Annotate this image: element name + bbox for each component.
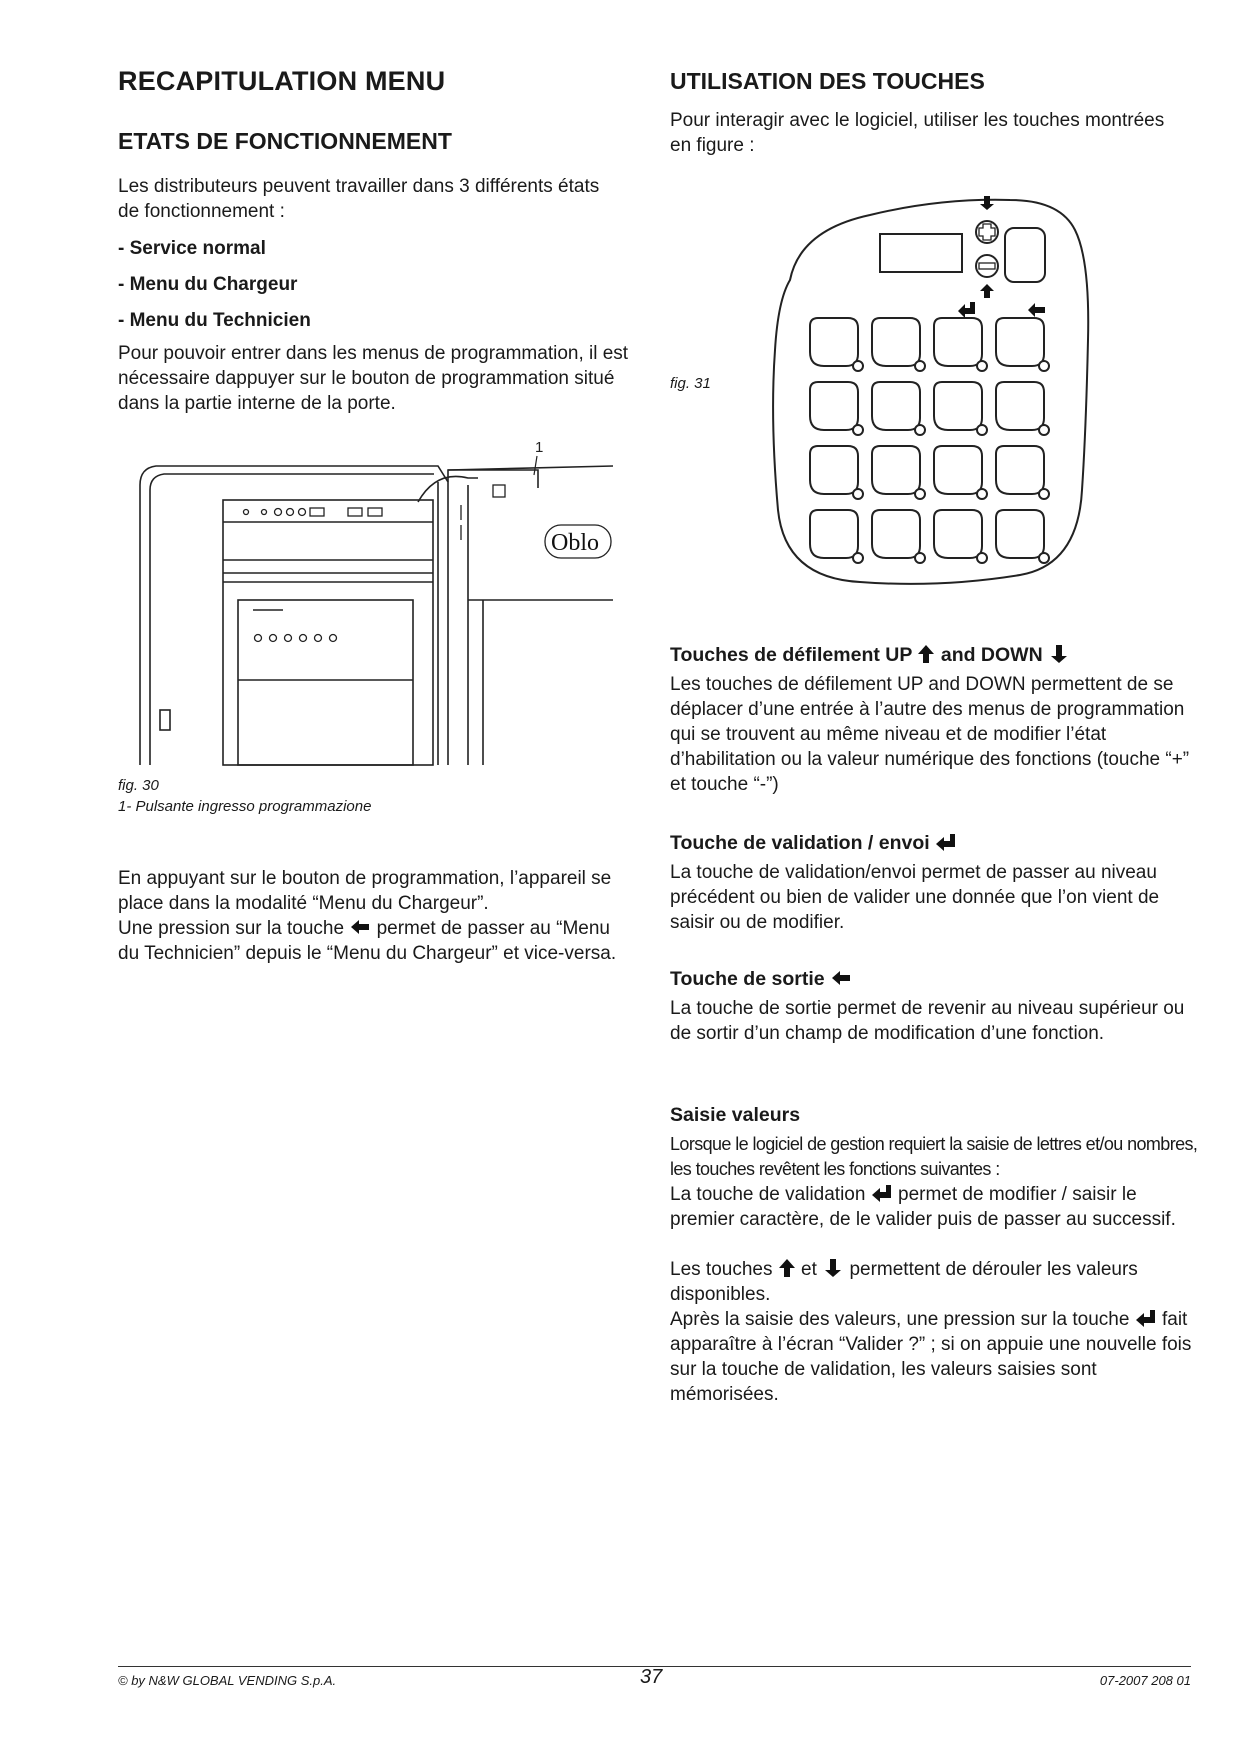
state-menu-chargeur: - Menu du Chargeur	[118, 274, 298, 295]
keypad-key-led	[853, 553, 863, 563]
fig31-caption: fig. 31	[670, 375, 711, 392]
keypad-key-led	[977, 489, 987, 499]
exit-key-heading: Touche de sortie	[670, 968, 852, 991]
keypad-key-led	[1039, 361, 1049, 371]
keypad-key-led	[915, 425, 925, 435]
keypad-key	[872, 382, 920, 430]
exit-key-text: La touche de sortie permet de revenir au niveau supérieur ou de sortir d’un champ de modification d’une fonction.	[670, 998, 1185, 1044]
input-scroll-text: Les touches et permettent de dérouler les valeurs disponibles.	[670, 1259, 1138, 1305]
states-intro: Les distributeurs peuvent travailler dans 3 différents états de fonctionnement :	[118, 176, 600, 222]
fig30-machine-drawing	[118, 430, 618, 770]
keypad-key-led	[1039, 425, 1049, 435]
keypad-key	[934, 446, 982, 494]
keypad-key	[996, 318, 1044, 366]
arrow-up-icon	[778, 1258, 796, 1278]
keypad-key	[934, 510, 982, 558]
keypad-key	[996, 446, 1044, 494]
enter-icon	[1135, 1308, 1157, 1328]
keypad-key-led	[853, 489, 863, 499]
scroll-keys-text: Les touches de défilement UP and DOWN permettent de se déplacer d’une entrée à l’autre des menus de programmation qui se trouvent au même niveau et de modifier l’état d’habilitation ou la valeur numérique des fonctions (touche “+” et touche “-”)	[670, 674, 1190, 795]
keypad-key	[872, 446, 920, 494]
technician-switch-text: Une pression sur la touche permet de passer au “Menu du Technicien” depuis le “Menu du Chargeur” et vice-versa.	[118, 918, 617, 964]
keypad-key	[872, 510, 920, 558]
keypad-key	[810, 446, 858, 494]
keypad-key	[996, 510, 1044, 558]
fig30-legend: 1- Pulsante ingresso programmazione	[118, 798, 372, 815]
validation-key-heading: Touche de validation / envoi	[670, 832, 957, 855]
enter-icon	[871, 1183, 893, 1203]
back-arrow-icon	[349, 917, 371, 937]
keypad-key-led	[853, 361, 863, 371]
keypad-key-led	[977, 553, 987, 563]
fig31-keypad-drawing	[760, 190, 1100, 590]
keypad-key	[810, 382, 858, 430]
keypad-key-led	[915, 553, 925, 563]
keypad-key-led	[915, 361, 925, 371]
programming-text: Pour pouvoir entrer dans les menus de programmation, il est nécessaire dappuyer sur le bouton de programmation situé dans la partie interne de la porte.	[118, 343, 629, 414]
fig30-caption: fig. 30	[118, 777, 159, 794]
section-title-keys: UTILISATION DES TOUCHES	[670, 68, 985, 94]
footer-doc-code: 07-2007 208 01	[1099, 1673, 1191, 1688]
keypad-key-led	[915, 489, 925, 499]
arrow-down-icon	[1048, 644, 1070, 664]
keypad-key-led	[977, 425, 987, 435]
keys-intro: Pour interagir avec le logiciel, utiliser les touches montrées en figure :	[670, 110, 1165, 156]
keypad-key	[996, 382, 1044, 430]
keypad-key	[934, 318, 982, 366]
input-confirm-text: Après la saisie des valeurs, une pression sur la touche fait apparaître à l’écran “Valider ?” ; si on appuie une nouvelle fois sur la touche de validation, les valeurs saisies sont mémorisées.	[670, 1309, 1192, 1405]
keypad-key-led	[853, 425, 863, 435]
state-service-normal: - Service normal	[118, 238, 266, 259]
page-title: RECAPITULATION MENU	[118, 66, 446, 96]
input-values-intro: Lorsque le logiciel de gestion requiert la saisie de lettres et/ou nombres, les touches revêtent les fonctions suivantes :	[670, 1134, 1198, 1179]
footer-copyright: © by N&W GLOBAL VENDING S.p.A.	[118, 1673, 337, 1688]
oblo-logo: Oblo	[551, 530, 599, 556]
section-title-states: ETATS DE FONCTIONNEMENT	[118, 128, 452, 154]
enter-icon	[935, 832, 957, 852]
keypad-key	[934, 382, 982, 430]
state-menu-technicien: - Menu du Technicien	[118, 310, 311, 331]
plus-icon	[976, 221, 998, 243]
keypad-key	[810, 318, 858, 366]
arrow-up-icon	[917, 644, 935, 664]
page-number: 37	[640, 1666, 663, 1688]
validation-key-text: La touche de validation/envoi permet de passer au niveau précédent ou bien de valider une donnée que l’on vient de saisir ou de modifier.	[670, 862, 1160, 933]
programming-mode-text: En appuyant sur le bouton de programmation, l’appareil se place dans la modalité “Menu du Chargeur”.	[118, 868, 612, 914]
keypad-key	[810, 510, 858, 558]
keypad-key-led	[977, 361, 987, 371]
minus-icon	[976, 255, 998, 277]
keypad-key-led	[1039, 553, 1049, 563]
keypad-key	[872, 318, 920, 366]
fig30-callout-number: 1	[535, 439, 544, 456]
scroll-keys-heading: Touches de défilement UP and DOWN	[670, 644, 1070, 667]
arrow-down-icon	[822, 1258, 844, 1278]
input-validation-text: La touche de validation permet de modifier / saisir le premier caractère, de le valider puis de passer au successif.	[670, 1184, 1176, 1230]
input-values-heading: Saisie valeurs	[670, 1104, 801, 1126]
back-arrow-icon	[830, 968, 852, 988]
keypad-key-led	[1039, 489, 1049, 499]
